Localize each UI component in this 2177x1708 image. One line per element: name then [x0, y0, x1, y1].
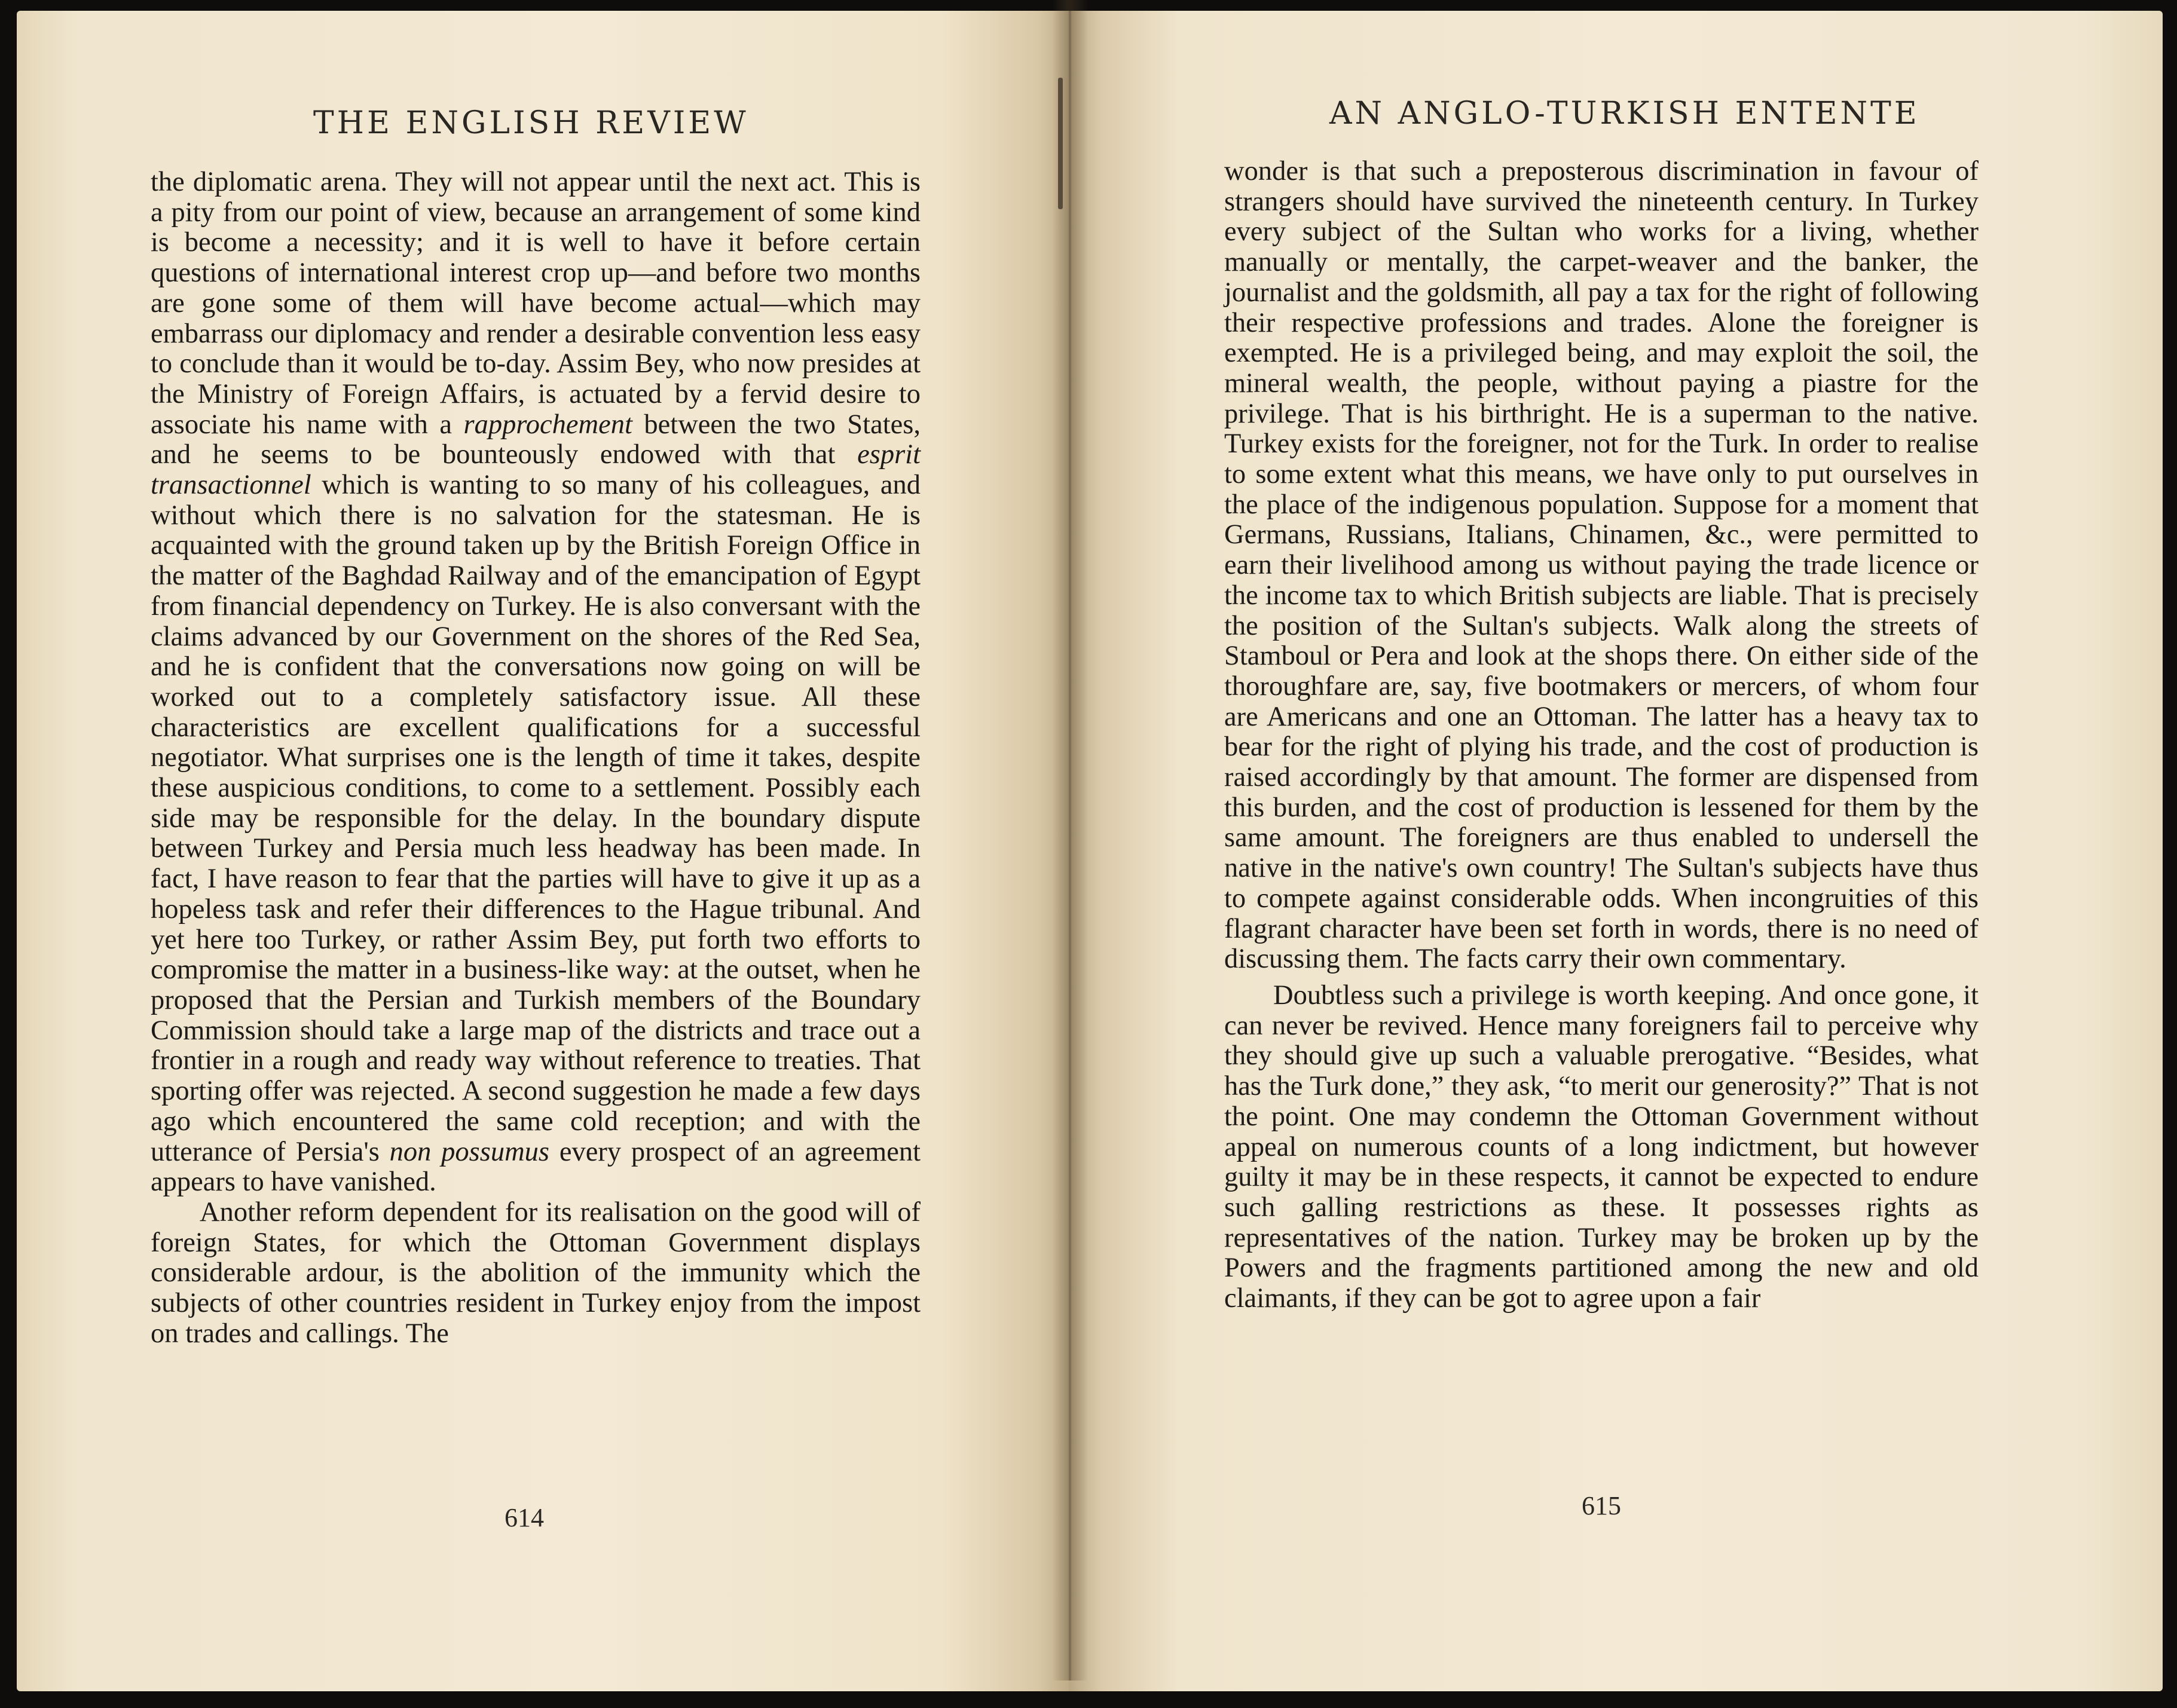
running-head-right: AN ANGLO-TURKISH ENTENTE: [1329, 96, 1920, 131]
left-paragraph-1: [151, 167, 921, 1198]
right-paragraph-1: wonder is that such a preposterous discrimination in favour of strangers should have survived the nineteenth century. In Turkey every subject of the Sultan who works for a living, whether manually or mentally, the carpet-weaver and the banker, the journalist and the goldsmith, all pay a tax for the right of following their respective professions and trades. Alone the foreigner is exempted. He is a privileged being, and may exploit the soil, the mineral wealth, the people, without paying a piastre for the privilege. That is his birthright. He is a superman to the native. Turkey exists for the foreigner, not for the Turk. In order to realise to some extent what this means, we have only to put ourselves in the place of the indigenous population. Suppose for a moment that Germans, Russians, Italians, Chinamen, &c., were permitted to earn their livelihood among us without paying the trade licence or the income tax to which British subjects are liable. That is precisely the position of the Sultan's subjects. Walk along the streets of Stamboul or Pera and look at the shops there. On either side of the thoroughfare are, say, five bootmakers or mercers, of whom four are Americans and one an Ottoman. The latter has a heavy tax to bear for the right of plying his trade, and the cost of production is raised accordingly by that amount. The former are dispensed from this burden, and the cost of production is lessened for them by the same amount. The foreigners are thus enabled to undersell the native in the native's own country! The Sultan's subjects have thus to compete against considerable odds. When incongruities of this flagrant character have been set forth in words, there is no need of discussing them. The facts carry their own commentary.: [1224, 156, 1979, 975]
italic-esprit: esprit transactionnel: [151, 439, 921, 501]
page-number-left: 614: [504, 1503, 544, 1532]
binding-thread: [1058, 78, 1063, 209]
left-paragraph-2: Another reform dependent for its realisation on the good will of foreign States, for which the Ottoman Government displays considerable ardour, is the abolition of the immunity which the subjects of other countries resident in Turkey enjoy from the impost on trades and callings. The: [151, 1196, 921, 1349]
left-paragraph-1a: the diplomatic arena. They will not appear until the next act. This is a pity from our point of view, because an arrangement of some kind is become a necessity; and it is well to have it before certain questions of international interest crop up—and before two months are gone some of them will have become actual—which may embarrass our diplomacy and render a desirable convention less easy to conclude than it would be to-day. Assim Bey, who now presides at the Ministry of Foreign Affairs, is actuated by a fervid desire to associate his name with a: [151, 167, 921, 440]
page-number-right: 615: [1582, 1491, 1621, 1520]
italic-non-possumus: non possumus: [389, 1136, 550, 1167]
left-paragraph-1c: which is wanting to so many of his colleagues, and without which there is no salvation for the statesman. He is acquainted with the ground taken up by the British Foreign Office in the matter of the Baghdad Railway and of the emancipation of Egypt from financial dependency on Turkey. He is also conversant with the claims advanced by our Government on the shores of the Red Sea, and he is confident that the conversations now going on will be worked out to a completely satisfactory issue. All these characteristics are excellent qualifications for a successful negotiator. What surprises one is the length of time it takes, despite these auspicious conditions, to come to a settlement. Possibly each side may be responsible for the delay. In the boundary dispute between Turkey and Persia much less headway has been made. In fact, I have reason to fear that the parties will have to give it up as a hopeless task and refer their differences to the Hague tribunal. And yet here too Turkey, or rather Assim Bey, put forth two efforts to compromise the matter in a business-like way: at the outset, when he proposed that the Persian and Turkish members of the Boundary Commission should take a large map of the districts and trace out a frontier in a rough and ready way without reference to treaties. That sporting offer was rejected. A second suggestion he made a few days ago which encountered the same cold reception; and with the utterance of Persia's: [151, 470, 921, 1167]
right-paragraph-2: Doubtless such a privilege is worth keeping. And once gone, it can never be revived. Hence many foreigners fail to perceive why they should give up such a valuable prerogative. “Besides, what has the Turk done,” they ask, “to merit our generosity?” That is not the point. One may condemn the Ottoman Government without appeal on numerous counts of a long indictment, but however guilty it may be in these respects, it cannot be expected to endure such galling restrictions as these. It possesses rights as representatives of the nation. Turkey may be broken up by the Powers and the fragments partitioned among the new and old claimants, if they can be got to agree upon a fair: [1224, 980, 1979, 1314]
left-page: [17, 11, 1069, 1691]
left-paragraph-1d: every prospect of an agreement appears to have vanished.: [151, 1136, 921, 1198]
left-paragraph-1b: between the two States, and he seems to be bounteously endowed with that: [151, 409, 921, 470]
right-page: [1069, 11, 2163, 1691]
italic-rapprochement: rapprochement: [463, 409, 632, 440]
running-head-left: THE ENGLISH REVIEW: [313, 105, 749, 141]
left-page-body: [151, 167, 921, 1349]
right-page-body: [1224, 157, 1979, 1314]
